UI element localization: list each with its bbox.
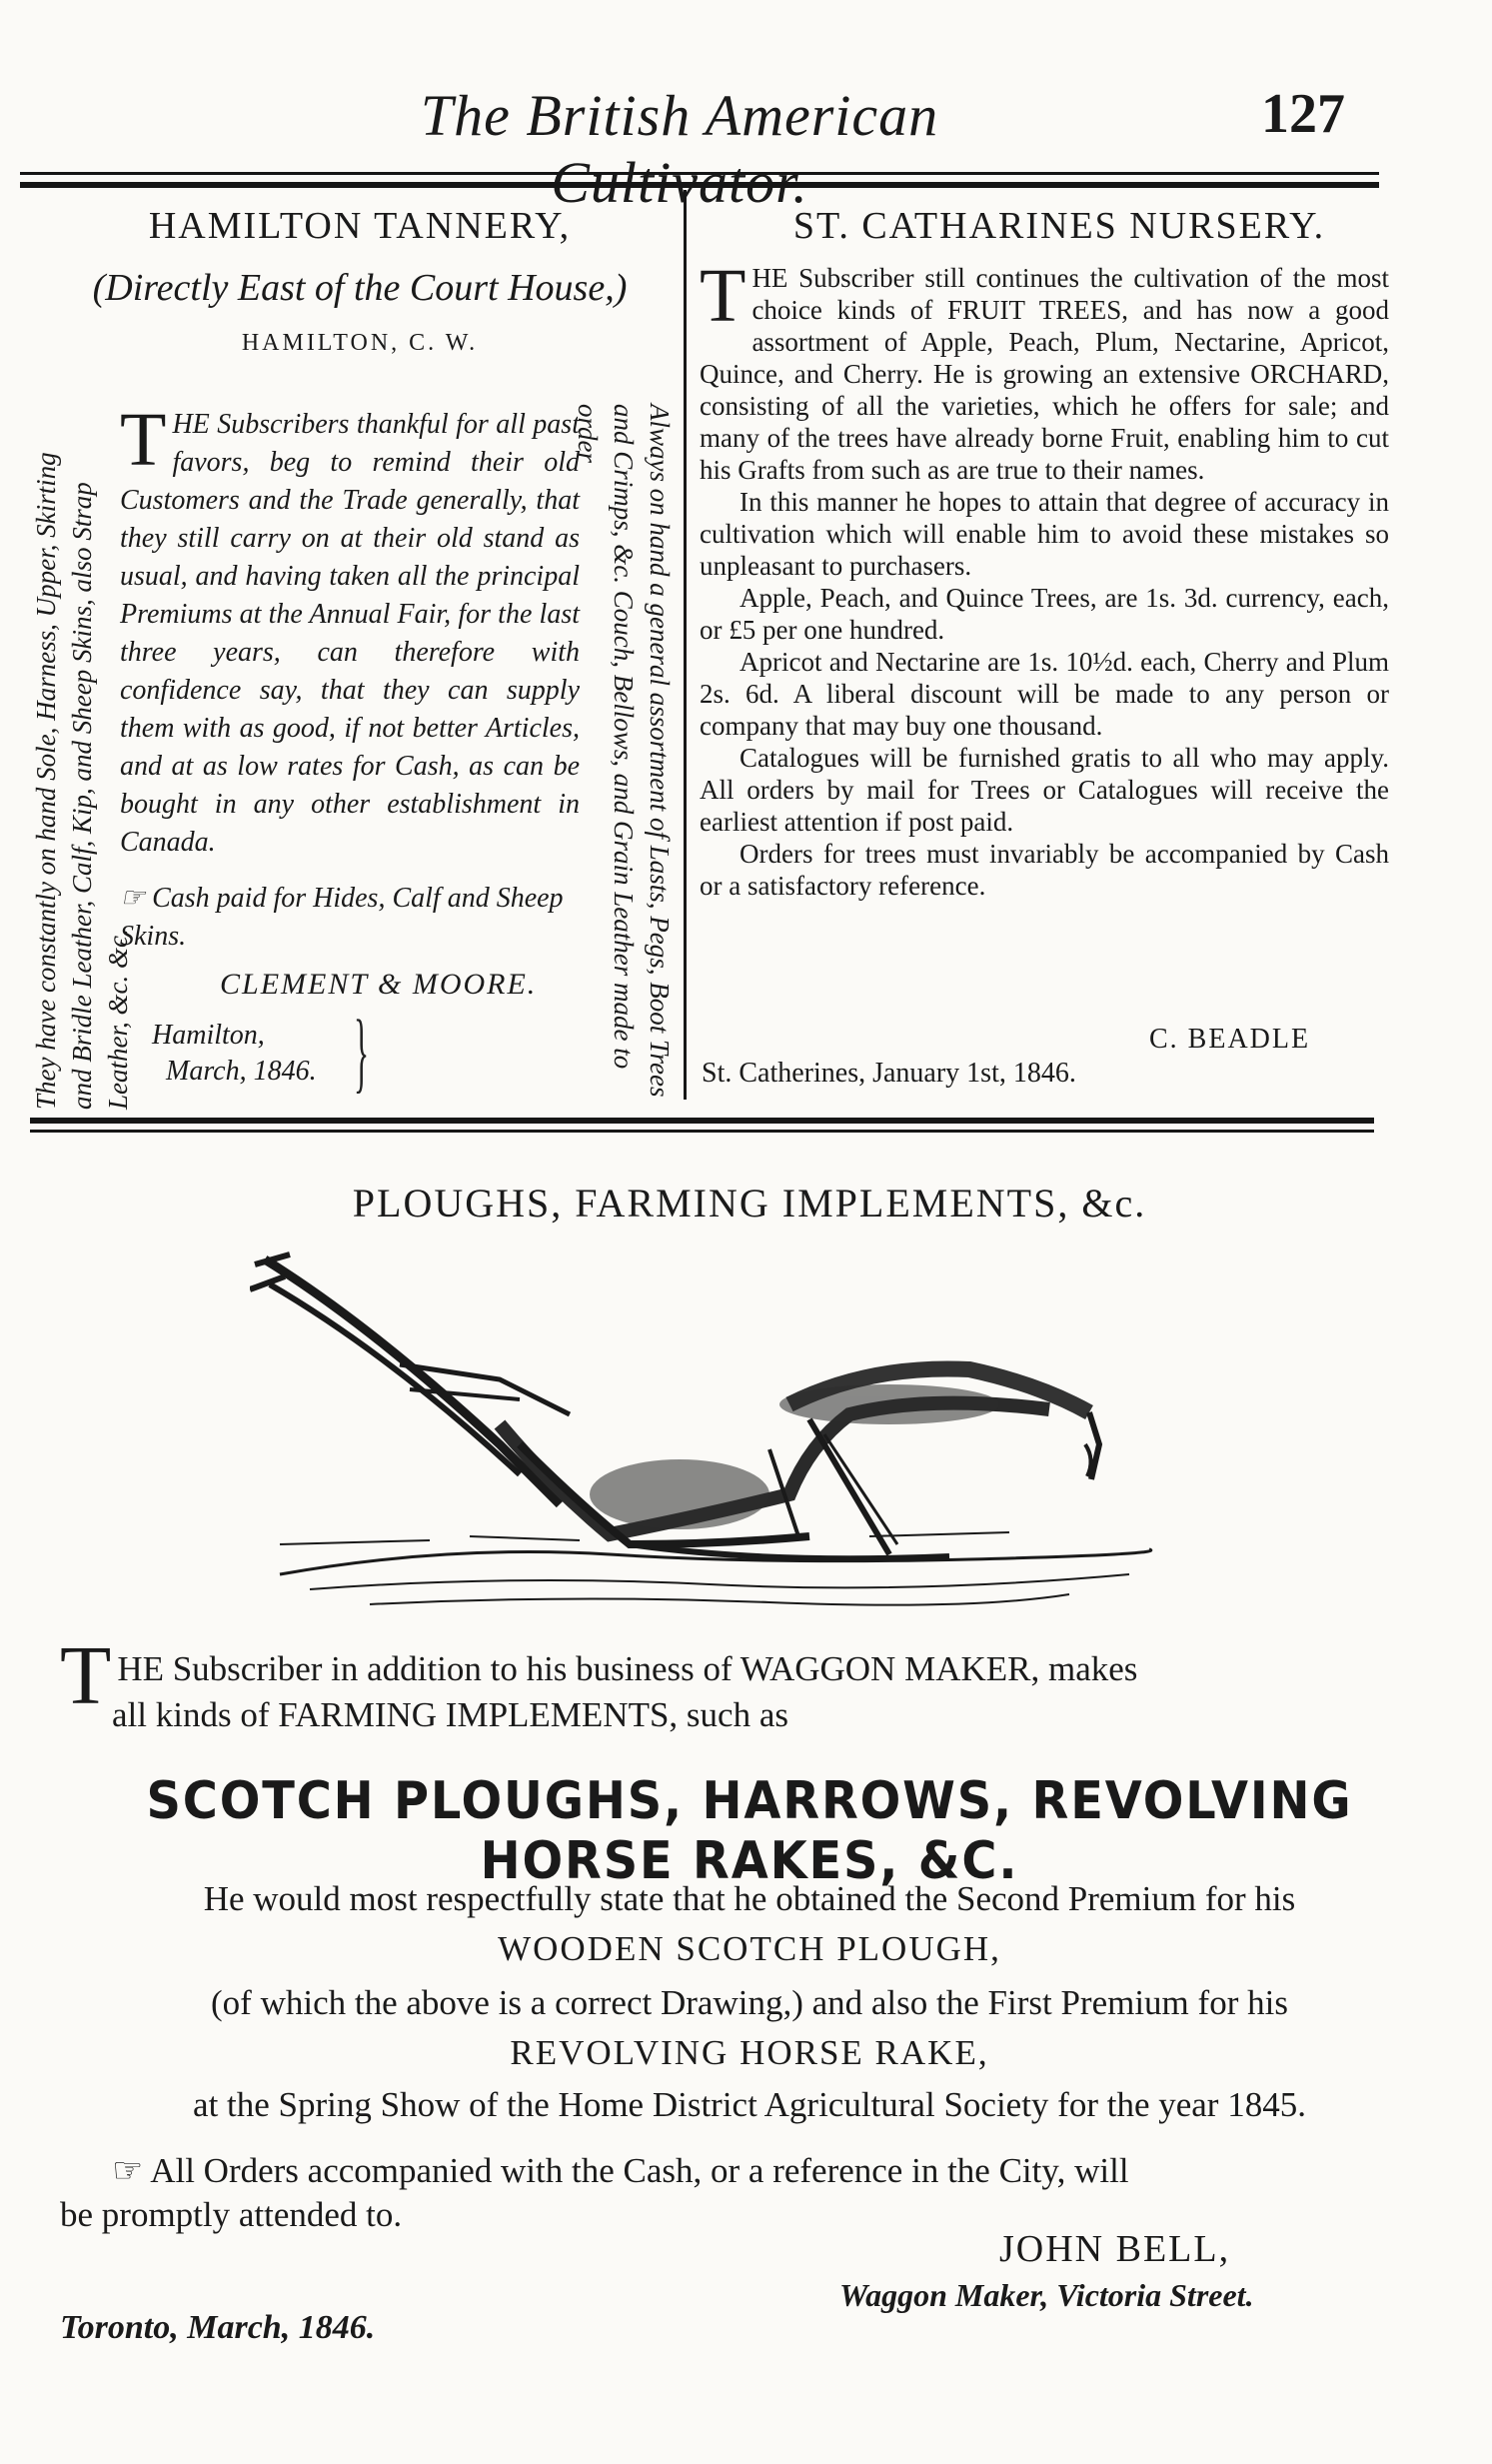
nursery-signature: C. BEADLE	[1149, 1024, 1311, 1055]
nursery-date: St. Catherines, January 1st, 1846.	[702, 1058, 1076, 1089]
ploughs-drawing-line: (of which the above is a correct Drawing,) and also the First Premium for his	[211, 1983, 1288, 2022]
ploughs-signature-name: JOHN BELL,	[999, 2228, 1231, 2270]
nursery-paragraph: Catalogues will be furnished gratis to all who may apply. All orders by mail for Trees or Catalogues will receive the earliest attention if post paid.	[700, 743, 1389, 837]
tannery-date	[152, 1018, 317, 1090]
tannery-date-brace: }	[354, 1003, 370, 1102]
ploughs-intro-line-2: all kinds of FARMING IMPLEMENTS, such as	[112, 1695, 788, 1734]
tannery-dropcap: T	[120, 398, 167, 482]
ploughs-wooden-plough: WOODEN SCOTCH PLOUGH,	[498, 1929, 1001, 1968]
ploughs-products-banner: SCOTCH PLOUGHS, HARROWS, REVOLVING HORSE RAKES, &C.	[146, 1771, 1353, 1891]
tannery-cash-note: ☞ Cash paid for Hides, Calf and Sheep Skins.	[120, 883, 564, 952]
ploughs-dropcap: T	[60, 1629, 112, 1722]
ploughs-date: Toronto, March, 1846.	[60, 2309, 376, 2346]
page-number: 127	[1261, 83, 1345, 145]
plough-illustration	[250, 1244, 1189, 1624]
ploughs-intro-text-1: HE Subscriber in addition to his business of WAGGON MAKER, makes	[117, 1649, 1138, 1688]
section-rule-bottom	[30, 1130, 1374, 1133]
tannery-side-note-left: They have constantly on hand Sole, Harness, Upper, Skirting and Bridle Leather, Calf, Kip, and Sheep Skins, also Strap Leather, &c. &c.	[31, 452, 133, 1110]
nursery-paragraph: Orders for trees must invariably be accompanied by Cash or a satisfactory reference.	[700, 839, 1389, 901]
nursery-heading: ST. CATHARINES NURSERY.	[792, 205, 1326, 247]
tannery-date-value: March, 1846.	[166, 1056, 317, 1087]
header-rule-top	[20, 172, 1379, 175]
ploughs-orders-line: ☞ All Orders accompanied with the Cash, or a reference in the City, will	[112, 2151, 1129, 2190]
ploughs-signature-trade: Waggon Maker, Victoria Street.	[839, 2277, 1254, 2313]
tannery-body-text: HE Subscribers thankful for all past favors, beg to remind their old Customers and the Trade generally, that they still carry on at their old stand as usual, and having taken all the principal Premiums at the Annual Fair, for the last three years, can therefore with confidence say, that they can supply them with as good, if not better Articles, and at as low rates for Cash, as can be bought in any other establishment in Canada.	[120, 409, 580, 858]
nursery-paragraph-text: HE Subscriber still continues the cultivation of the most choice kinds of FRUIT TREES, and has now a good assortment of Apple, Peach, Plum, Nectarine, Apricot, Quince, and Cherry. He is growing an extensive ORCHARD, consisting of all the varieties, which he offers for sale; and many of the trees have already borne Fruit, enabling him to cut his Grafts from such as are true to their names.	[700, 263, 1389, 485]
tannery-side-note-right: Always on hand a general assortment of Lasts, Pegs, Boot Trees and Crimps, &c. Couch, Bellows, and Grain Leather made to order	[573, 404, 675, 1098]
nursery-body	[700, 254, 1389, 902]
nursery-paragraph: In this manner he hopes to attain that degree of accuracy in cultivation which will enable him to avoid these mistakes so unpleasant to purchasers.	[700, 487, 1389, 581]
ploughs-premium-line: He would most respectfully state that he obtained the Second Premium for his	[203, 1879, 1296, 1918]
ploughs-heading: PLOUGHS, FARMING IMPLEMENTS, &c.	[352, 1181, 1147, 1226]
nursery-paragraph	[700, 254, 1389, 486]
tannery-city: HAMILTON, C. W.	[241, 330, 479, 356]
nursery-dropcap: T	[700, 254, 746, 338]
header-rule-bottom	[20, 182, 1379, 188]
ploughs-spring-show-line: at the Spring Show of the Home District Agricultural Society for the year 1845.	[193, 2085, 1306, 2124]
nursery-paragraph: Apple, Peach, and Quince Trees, are 1s. 3d. currency, each, or £5 per one hundred.	[700, 583, 1389, 645]
tannery-signature: CLEMENT & MOORE.	[220, 968, 538, 1001]
ploughs-horse-rake: REVOLVING HORSE RAKE,	[510, 2033, 989, 2072]
nursery-paragraph: Apricot and Nectarine are 1s. 10½d. each, Cherry and Plum 2s. 6d. A liberal discount will be made to any person or company that may buy one thousand.	[700, 647, 1389, 741]
tannery-date-place: Hamilton,	[152, 1020, 265, 1051]
column-divider	[684, 190, 687, 1100]
tannery-heading: HAMILTON TANNERY,	[148, 205, 572, 247]
section-rule-top	[30, 1118, 1374, 1124]
tannery-location: (Directly East of the Court House,)	[92, 267, 628, 309]
ploughs-prompt-line: be promptly attended to.	[60, 2195, 403, 2234]
page-header-title: The British American	[420, 83, 939, 148]
tannery-body	[120, 398, 580, 862]
